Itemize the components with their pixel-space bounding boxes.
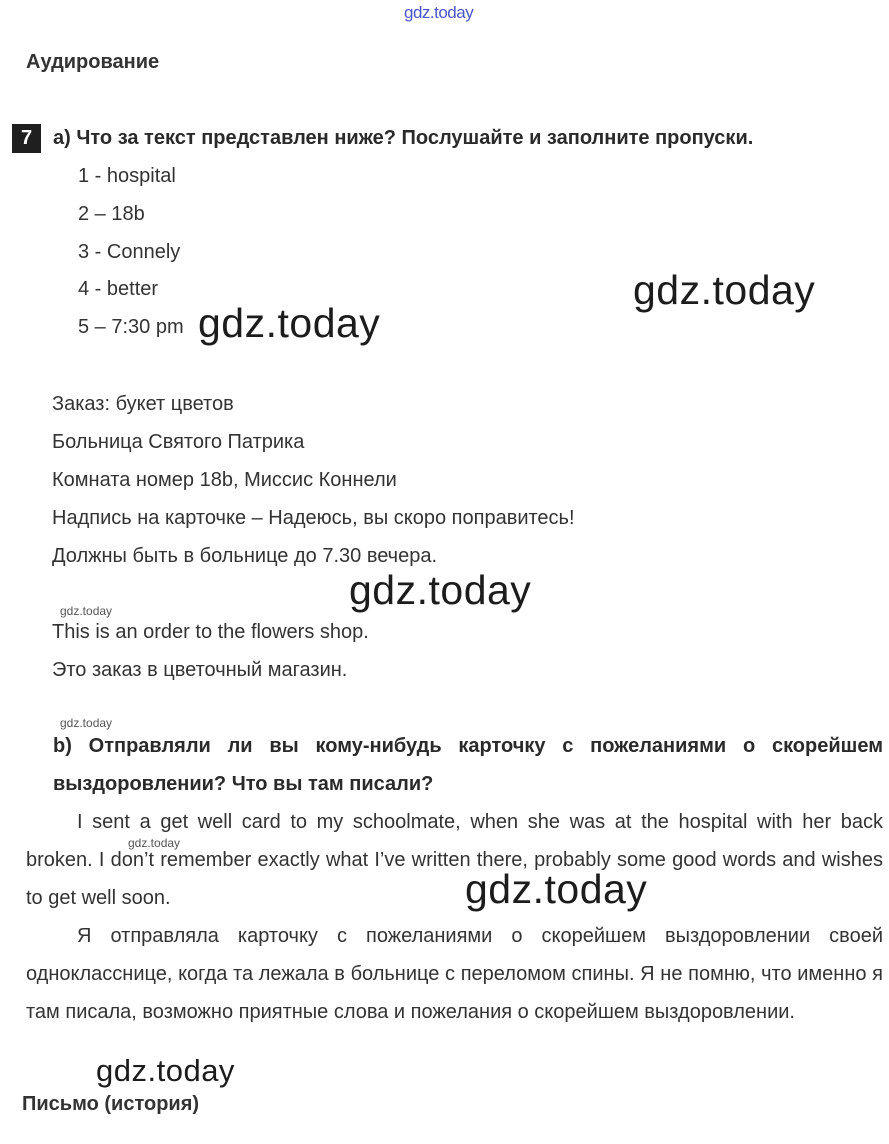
task-b-question: b) Отправляли ли вы кому-нибудь карточку с пожеланиями о скорейшем выздоровлении? Что вы там писали? (53, 735, 883, 795)
answer-item: 3 - Connely (78, 241, 181, 263)
watermark-big: gdz.today (96, 1053, 235, 1088)
watermark-big: gdz.today (349, 567, 532, 613)
summary-ru: Это заказ в цветочный магазин. (52, 659, 348, 681)
order-line: Должны быть в больнице до 7.30 вечера. (52, 545, 438, 567)
watermark-top: gdz.today (404, 3, 474, 22)
watermark-big: gdz.today (465, 866, 648, 912)
answer-en-paragraph: I sent a get well card to my schoolmate, when she was at the hospital with her back broken. I don’t remember exactly what I’ve written there, probably some good words and wishes to get well soon. (26, 811, 883, 909)
order-line: Больница Святого Патрика (52, 431, 305, 453)
answer-item: 2 – 18b (78, 203, 145, 225)
answer-item: 1 - hospital (78, 165, 176, 187)
answer-ru-paragraph: Я отправляла карточку с пожеланиями о скорейшем выздоровлении своей однокласснице, когда та лежала в больнице с переломом спины. Я не помню, что именно я там писала, возможно приятные слова и пожелания о скорейшем выздоровлении. (26, 925, 883, 1023)
section-title: Аудирование (26, 51, 160, 73)
task-a-question: а) Что за текст представлен ниже? Послушайте и заполните пропуски. (53, 127, 754, 149)
order-line: Комната номер 18b, Миссис Коннели (52, 469, 397, 491)
order-line: Заказ: букет цветов (52, 393, 234, 415)
watermark-big: gdz.today (198, 300, 381, 346)
order-line: Надпись на карточке – Надеюсь, вы скоро поправитесь! (52, 507, 575, 529)
answer-item: 5 – 7:30 pm (78, 316, 184, 338)
watermark-small: gdz.today (60, 604, 113, 618)
summary-en: This is an order to the flowers shop. (52, 621, 369, 643)
task-number-badge: 7 (12, 124, 41, 153)
watermark-small: gdz.today (60, 716, 113, 730)
watermark-big: gdz.today (633, 267, 816, 313)
answer-item: 4 - better (78, 278, 159, 300)
watermark-small: gdz.today (128, 836, 181, 850)
next-section-title: Письмо (история) (22, 1093, 200, 1115)
